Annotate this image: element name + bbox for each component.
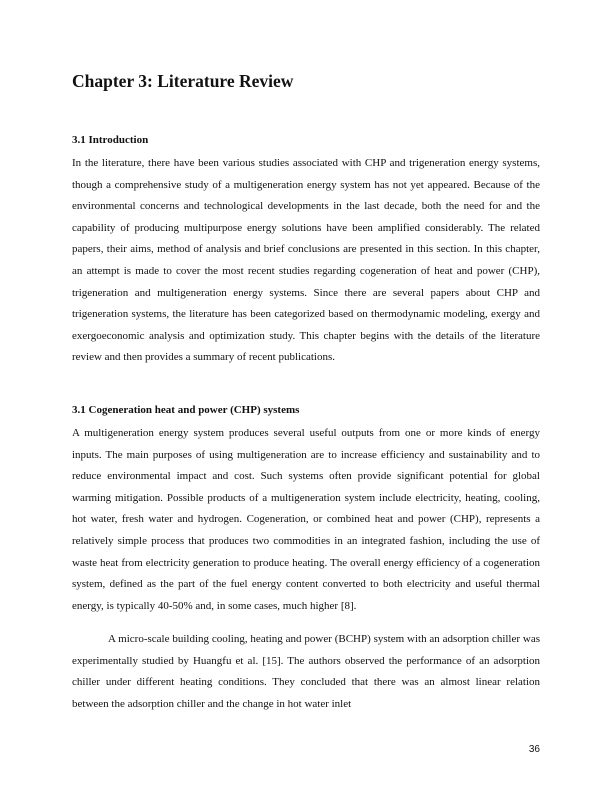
introduction-paragraph: In the literature, there have been various studies associated with CHP and trigeneration energy systems, though a comprehensive study of a multigeneration energy system has not yet appeared. Because of the environmental concerns and technological developments in the last decade, both the need for and the capability of producing multipurpose energy solutions have been amplified considerably. The related papers, their aims, method of analysis and brief conclusions are presented in this section. In this chapter, an attempt is made to cover the most recent studies regarding cogeneration of heat and power (CHP), trigeneration and multigeneration energy systems. Since there are several papers about CHP and trigeneration systems, the literature has been categorized based on thermodynamic modeling, exergy and exergoeconomic analysis and optimization study. This chapter begins with the details of the literature review and then provides a summary of recent publications. bbox=[72, 157, 540, 364]
chapter-title: Chapter 3: Literature Review bbox=[72, 71, 294, 91]
page-number: 36 bbox=[528, 744, 540, 755]
section-heading-chp-systems: 3.1 Cogeneration heat and power (CHP) systems bbox=[72, 404, 300, 416]
chp-paragraph-1: A multigeneration energy system produces several useful outputs from one or more kinds of energy inputs. The main purposes of using multigeneration are to increase efficiency and sustainability and to reduce environmental impact and cost. Such systems often provide significant potential for global warming mitigation. Possible products of a multigeneration system include electricity, heating, cooling, hot water, fresh water and hydrogen. Cogeneration, or combined heat and power (CHP), represents a relatively simple process that produces two commodities in an integrated fashion, including the use of waste heat from electricity generation to produce heating. The overall energy efficiency of a cogeneration system, defined as the part of the fuel energy content converted to both electricity and useful thermal energy, is typically 40-50% and, in some cases, much higher [8]. bbox=[72, 427, 540, 612]
chp-paragraph-2: A micro-scale building cooling, heating and power (BCHP) system with an adsorption chiller was experimentally studied by Huangfu et al. [15]. The authors observed the performance of an adsorption chiller under different heating conditions. They concluded that there was an almost linear relation between the adsorption chiller and the change in hot water inlet bbox=[72, 633, 540, 710]
section-heading-introduction: 3.1 Introduction bbox=[72, 134, 149, 146]
